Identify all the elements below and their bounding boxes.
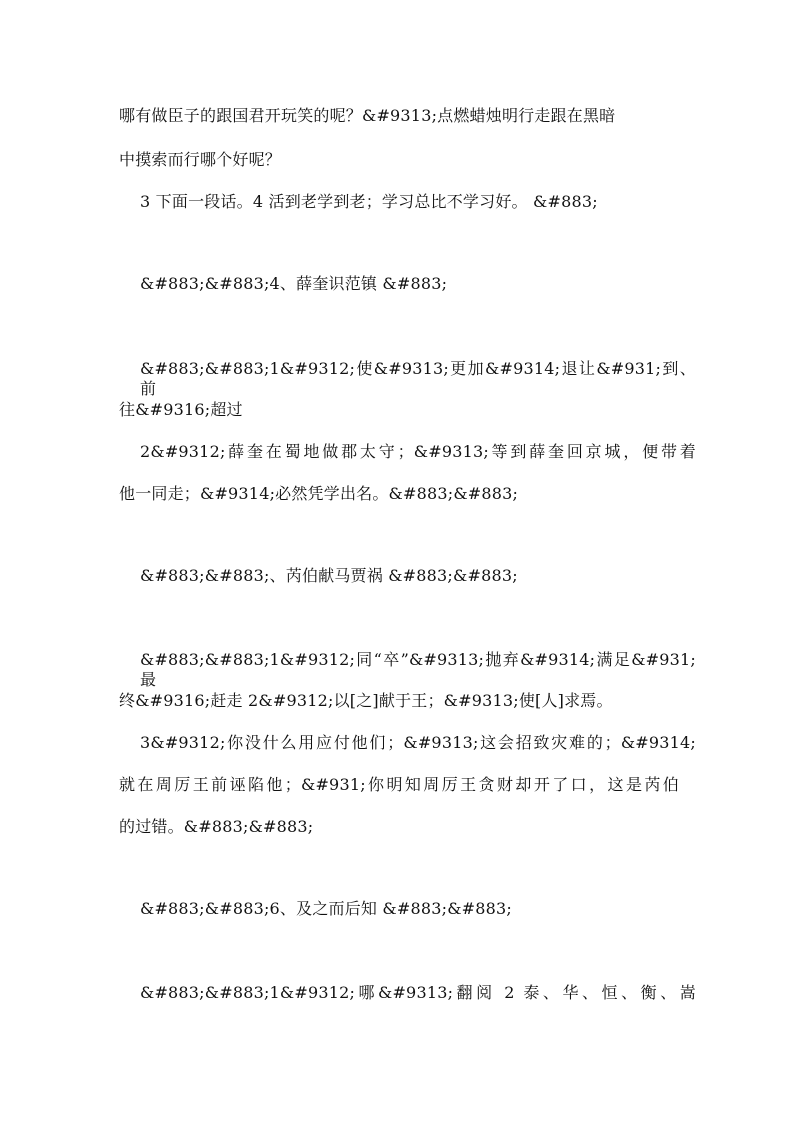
section-heading-6: &#883;&#883;6、及之而后知 &#883;&#883; [140,899,512,918]
text-line-8: 他一同走；&#9314;必然凭学出名。&#883;&#883; [119,484,519,503]
text-line-10: &#883;&#883;1&#9312;同“卒”&#9313;抛弃&#9314;满足&#931;最 [140,650,696,689]
text-line-7: 2&#9312;薛奎在蜀地做郡太守；&#9313;等到薛奎回京城，便带着 [140,442,696,461]
text-line-14: 的过错。&#883;&#883; [119,817,314,836]
section-heading-4: &#883;&#883;4、薛奎识范镇 &#883; [140,274,448,293]
text-line-6: 往&#9316;超过 [119,400,243,419]
text-line-3: 3 下面一段话。4 活到老学到老；学习总比不学习好。 &#883; [140,192,598,211]
text-line-2: 中摸索而行哪个好呢？ [119,150,282,169]
text-line-13: 就在周厉王前诬陷他；&#931;你明知周厉王贪财却开了口，这是芮伯 [119,775,679,794]
text-line-5: &#883;&#883;1&#9312;使&#9313;更加&#9314;退让&#931;到、前 [140,359,696,398]
text-line-11: 终&#9316;赶走 2&#9312;以[之]献于王；&#9313;使[人]求焉。 [119,691,613,710]
text-line-12: 3&#9312;你没什么用应付他们；&#9313;这会招致灾难的；&#9314; [140,733,696,752]
text-line-16: &#883;&#883;1&#9312;哪&#9313;翻阅 2 泰、华、恒、衡、嵩 [140,983,696,1002]
section-heading-5: &#883;&#883;、芮伯献马贾祸 &#883;&#883; [140,566,518,585]
text-line-1: 哪有做臣子的跟国君开玩笑的呢？&#9313;点燃蜡烛明行走跟在黑暗 [119,106,616,125]
